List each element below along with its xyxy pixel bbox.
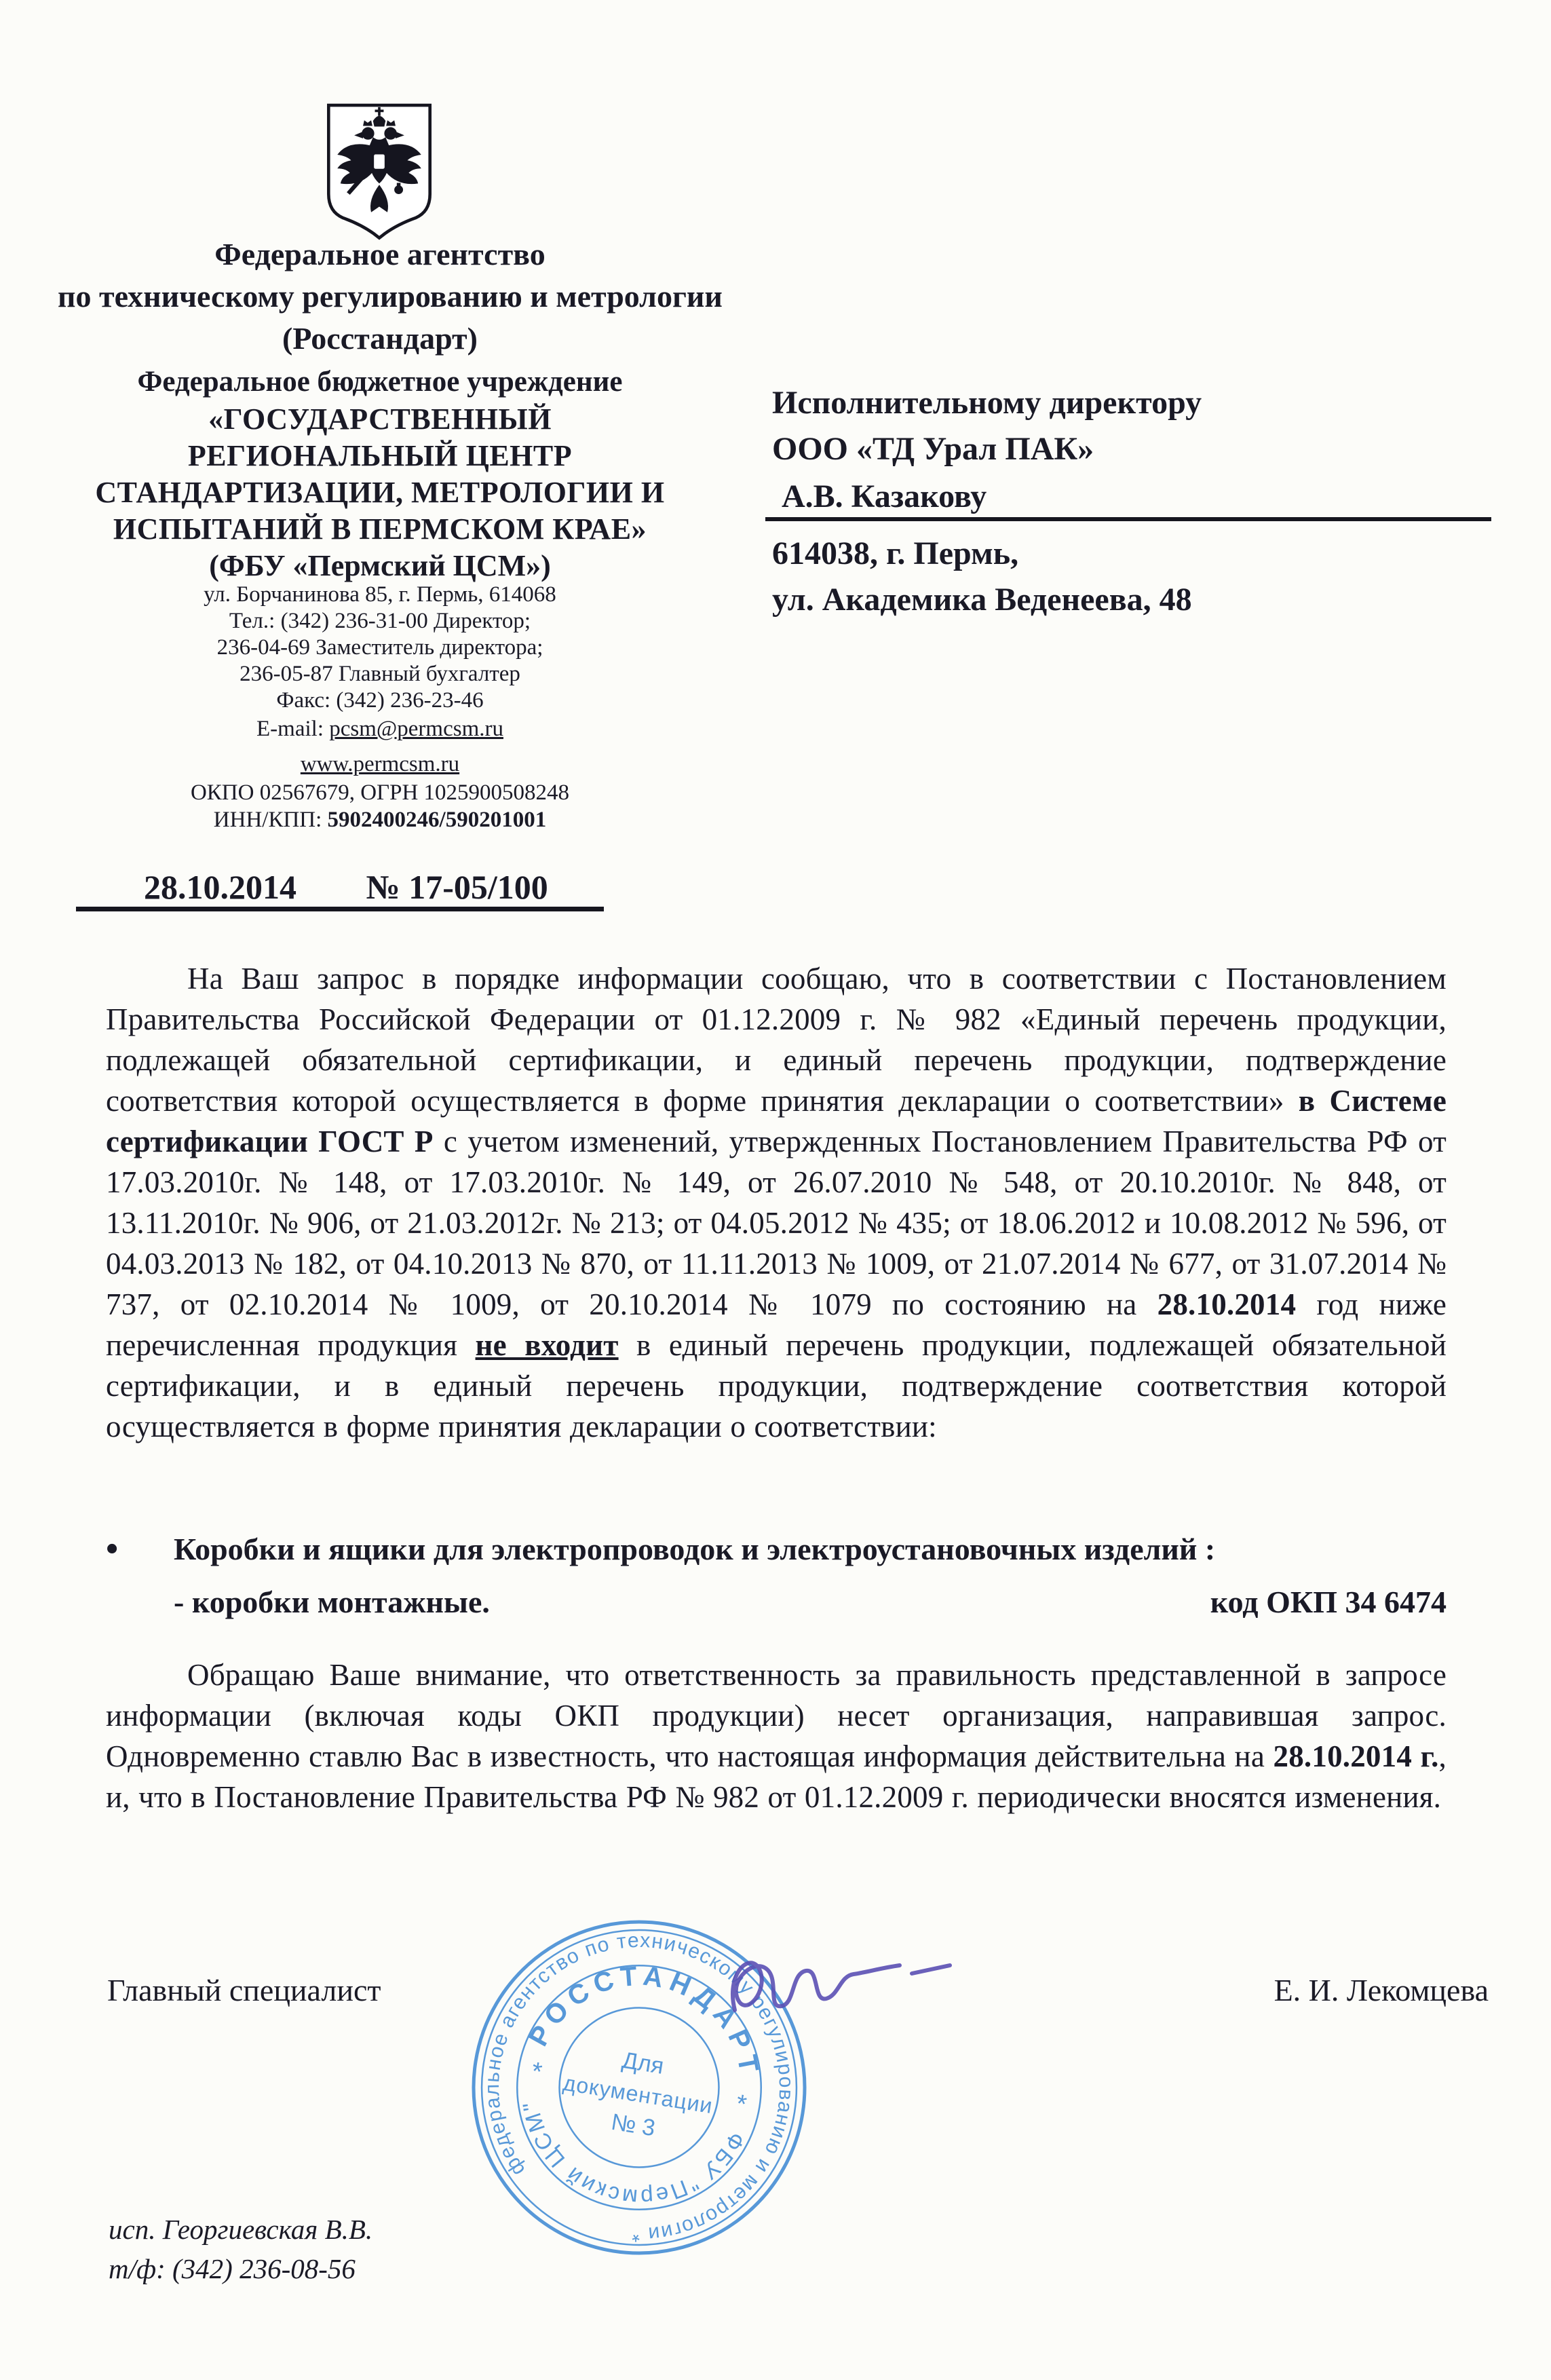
product-bullet-item xyxy=(106,1524,1447,1627)
org-name-line3: СТАНДАРТИЗАЦИИ, МЕТРОЛОГИИ И xyxy=(95,476,665,509)
stamp-rosstandart-arc: РОССТАНДАРТ xyxy=(522,1960,766,2081)
recipient-company: ООО «ТД Урал ПАК» xyxy=(772,431,1094,467)
executor-name: исп. Георгиевская В.В. xyxy=(109,2214,373,2245)
signer-position: Главный специалист xyxy=(107,1973,381,2007)
org-phone-director: Тел.: (342) 236-31-00 Директор; xyxy=(229,609,531,633)
stamp-center-line1: Для xyxy=(620,2047,666,2079)
recipient-person: А.В. Казакову xyxy=(782,478,987,514)
stamp-fbu-arc: ФБУ "Пермский ЦСМ" xyxy=(518,2098,750,2210)
org-website-line xyxy=(58,752,702,777)
reference-underline-rule xyxy=(76,907,604,911)
agency-name-line3: (Росстандарт) xyxy=(282,321,478,356)
org-name-line2: РЕГИОНАЛЬНЫЙ ЦЕНТР xyxy=(187,439,573,472)
stamp-star-left: * xyxy=(529,2056,544,2088)
org-website-link[interactable]: www.permcsm.ru xyxy=(300,752,460,776)
recipient-postcode-city: 614038, г. Пермь, xyxy=(772,535,1019,571)
agency-name-line1: Федеральное агентство xyxy=(214,237,545,271)
org-codes: ОКПО 02567679, ОГРН 1025900508248 xyxy=(190,780,570,805)
recipient-underline-rule xyxy=(765,517,1491,521)
stamp-ring-text: федеральное агентство по техническому регулированию и метрологии * xyxy=(480,1929,798,2246)
letterhead-left-column xyxy=(58,0,723,855)
bullet-product-name: Коробки и ящики для электропроводок и электроустановочных изделий : xyxy=(174,1532,1216,1566)
reference-line xyxy=(76,867,687,907)
org-phone-deputy: 236-04-69 Заместитель директора; xyxy=(216,635,543,660)
org-name-line4: ИСПЫТАНИЙ В ПЕРМСКОМ КРАЕ» xyxy=(113,512,647,546)
agency-name-line2: по техническому регулированию и метрологии xyxy=(58,279,723,314)
org-email-label: E-mail: xyxy=(256,717,324,741)
body-paragraph-2: Обращаю Ваше внимание, что ответственность за правильность представленной в запросе информации (включая коды ОКП продукции) несет организация, направившая запрос. Одновременно ставлю Вас в известность, что настоящая информация действительна на 28.10.2014 г., и, что в Постановление Правительства РФ № 982 от 01.12.2009 г. периодически вносятся изменения. xyxy=(106,1658,1447,1814)
executor-block xyxy=(109,2210,372,2288)
letter-number: № 17-05/100 xyxy=(366,868,548,906)
bullet-product-subitem: - коробки монтажные. xyxy=(174,1585,490,1619)
org-inn-line xyxy=(58,808,702,833)
org-fax: Факс: (342) 236-23-46 xyxy=(276,688,484,713)
org-type: Федеральное бюджетное учреждение xyxy=(137,366,623,398)
org-short-name: (ФБУ «Пермский ЦСМ») xyxy=(209,549,551,582)
org-email-link[interactable]: pcsm@permcsm.ru xyxy=(329,717,503,741)
body-paragraph-1: На Ваш запрос в порядке информации сообщаю, что в соответствии с Постановлением Правительства Российской Федерации от 01.12.2009 г. № 982 «Единый перечень продукции, подлежащей обязательной сертификации, и единый перечень продукции, подтверждение соответствия которой осуществляется в форме принятия декларации о соответствии» в Системе сертификации ГОСТ Р с учетом изменений, утвержденных Постановлением Правительства РФ от 17.03.2010г. № 148, от 17.03.2010г. № 149, от 26.07.2010 № 548, от 20.10.2010г. № 848, от 13.11.2010г. № 906, от 21.03.2012г. № 213; от 04.05.2012 № 435; от 18.06.2012 и 10.08.2012 № 596, от 04.03.2013 № 182, от 04.10.2013 № 870, от 11.11.2013 № 1009, от 21.07.2014 № 677, от 31.07.2014 № 737, от 02.10.2014 № 1009, от 20.10.2014 № 1079 по состоянию на 28.10.2014 год ниже перечисленная продукция не входит в единый перечень продукции, подлежащей обязательной сертификации, и в единый перечень продукции, подтверждение соответствия которой осуществляется в форме принятия декларации о соответствии: xyxy=(106,962,1447,1443)
okp-code: код ОКП 34 6474 xyxy=(1210,1585,1447,1619)
org-phone-accountant: 236-05-87 Главный бухгалтер xyxy=(240,662,520,686)
signer-name: Е. И. Лекомцева xyxy=(1274,1973,1489,2007)
bullet-marker: • xyxy=(106,1530,119,1568)
recipient-title: Исполнительному директору xyxy=(772,385,1202,421)
stamp-center-line3: № 3 xyxy=(609,2109,657,2142)
stamp-center-line2: документации xyxy=(561,2070,715,2119)
org-inn-label: ИНН/КПП: xyxy=(213,808,328,832)
recipient-street: ул. Академика Веденеева, 48 xyxy=(772,582,1192,618)
stamp-star-right: * xyxy=(733,2089,749,2119)
org-address: ул. Борчанинова 85, г. Пермь, 614068 xyxy=(204,582,556,607)
org-inn-value: 5902400246/590201001 xyxy=(327,808,547,832)
org-email-line xyxy=(58,717,702,742)
handwritten-signature xyxy=(718,1935,1071,2058)
executor-phone: т/ф: (342) 236-08-56 xyxy=(109,2253,356,2284)
letter-date: 28.10.2014 xyxy=(144,868,296,906)
org-name-line1: «ГОСУДАРСТВЕННЫЙ xyxy=(208,402,552,436)
